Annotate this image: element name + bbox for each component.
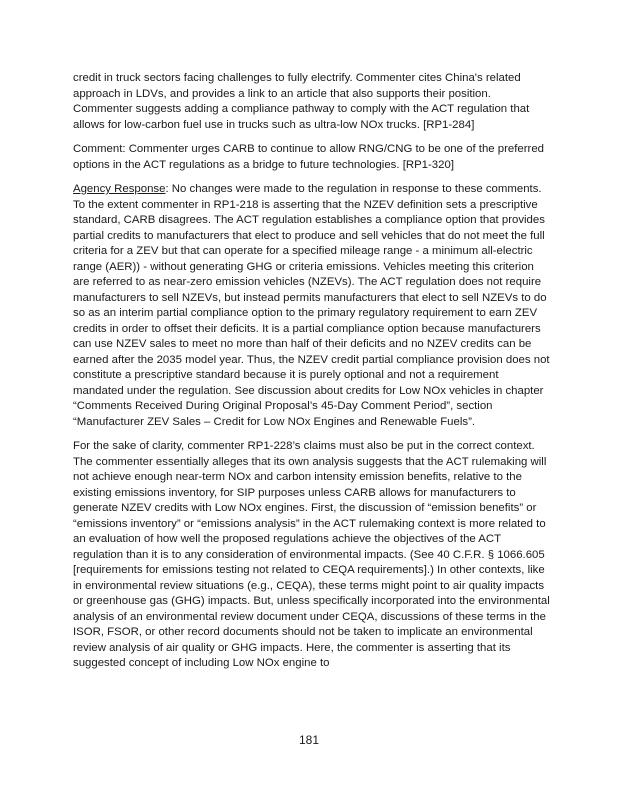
paragraph-comment-rp1-284: credit in truck sectors facing challenges to fully electrify. Commenter cites China's related approach in LDVs, and provides a link to an article that also supports their position. Commenter suggests adding a compliance pathway to comply with the ACT regulation that allows for low-carbon fuel use in trucks such as ultra-low NOx trucks. [RP1-284] — [73, 72, 530, 131]
paragraph-agency-response — [73, 182, 551, 430]
page-number: 181 — [298, 733, 320, 747]
agency-response-label: Agency Response — [73, 183, 166, 195]
agency-response-body: : No changes were made to the regulation in response to these comments. To the extent commenter in RP1-218 is asserting that the NZEV definition sets a prescriptive standard, CARB disagrees. The ACT regulation establishes a compliance option that provides partial credits to manufacturers that elect to produce and sell vehicles that do not meet the full criteria for a ZEV but that can operate for a specified mileage range - a minimum all-electric range (AER)) - without generating GHG or criteria emissions. Vehicles meeting this criterion are referred to as near-zero emission vehicles (NZEVs). The ACT regulation does not require manufacturers to sell NZEVs, but instead permits manufacturers that elect to sell NZEVs to do so as an interim partial compliance option to the primary regulatory requirement to earn ZEV credits in order to offset their deficits. It is a partial compliance option because manufacturers can use NZEV sales to meet no more than half of their deficits and no NZEV credits can be earned after the 2035 model year. Thus, the NZEV credit partial compliance provision does not constitute a prescriptive standard because it is purely optional and not a requirement mandated under the regulation. See discussion about credits for Low NOx vehicles in chapter “Comments Received During Original Proposal’s 45-Day Comment Period”, section “Manufacturer ZEV Sales – Credit for Low NOx Engines and Renewable Fuels”. — [73, 183, 550, 428]
paragraph-comment-rp1-320: Comment: Commenter urges CARB to continue to allow RNG/CNG to be one of the preferred options in the ACT regulations as a bridge to future technologies. [RP1-320] — [73, 143, 545, 171]
page-body — [73, 71, 551, 681]
paragraph-clarity-rp1-228: For the sake of clarity, commenter RP1-228’s claims must also be put in the correct context. The commenter essentially alleges that its own analysis suggests that the ACT rulemaking will not achieve enough near-term NOx and carbon intensity emission benefits, relative to the existing emissions inventory, for SIP purposes unless CARB allows for manufacturers to generate NZEV credits with Low NOx engines. First, the discussion of “emission benefits” or “emissions inventory” or “emissions analysis” in the ACT rulemaking context is more related to an evaluation of how well the proposed regulations achieve the objectives of the ACT regulation than it is to any consideration of environmental impacts. (See 40 C.F.R. § 1066.605 [requirements for emissions testing not related to CEQA requirements].) In other contexts, like in environmental review situations (e.g., CEQA), these terms might point to air quality impacts or greenhouse gas (GHG) impacts. But, unless specifically incorporated into the environmental analysis of an environmental review document under CEQA, discussions of these terms in the ISOR, FSOR, or other record documents should not be taken to implicate an environmental review analysis of air quality or GHG impacts. Here, the commenter is asserting that its suggested concept of including Low NOx engine to — [73, 440, 550, 669]
